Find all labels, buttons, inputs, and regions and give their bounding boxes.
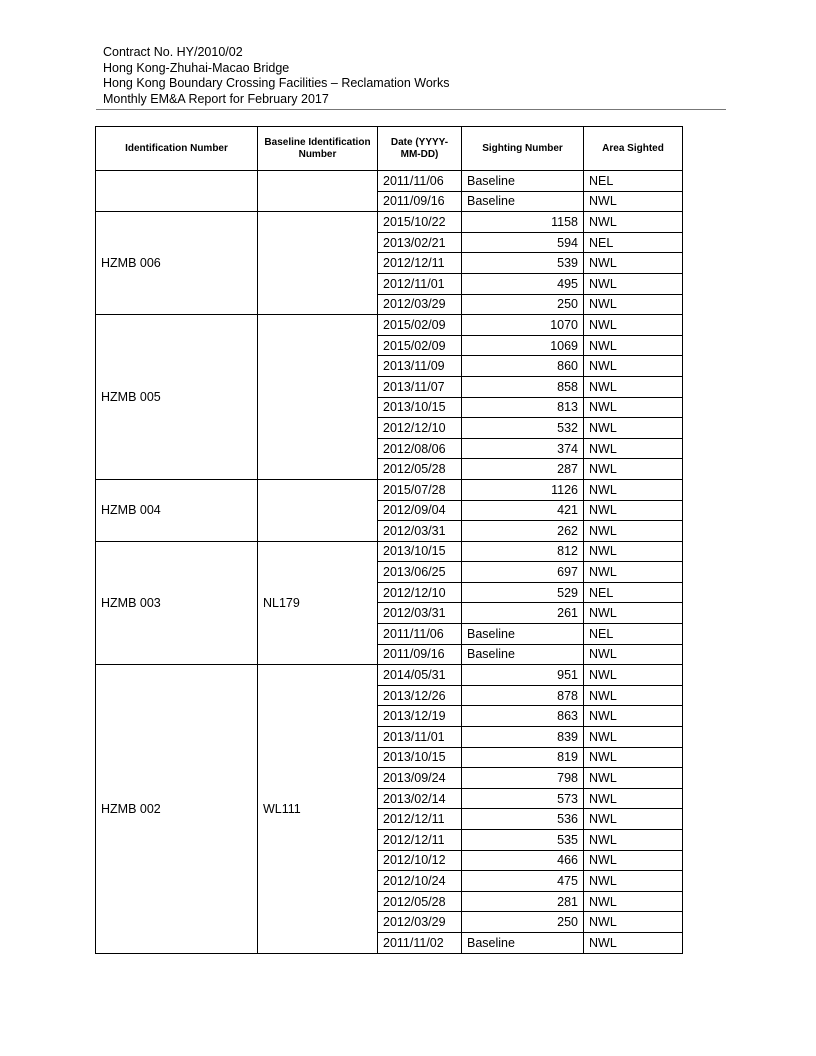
date-cell: 2012/12/11 <box>378 830 462 851</box>
baseline-id-cell <box>258 171 378 212</box>
sighting-number-cell: 532 <box>462 418 584 439</box>
column-header: Sighting Number <box>462 127 584 171</box>
column-header: Date (YYYY-MM-DD) <box>378 127 462 171</box>
date-cell: 2015/07/28 <box>378 479 462 500</box>
date-cell: 2012/09/04 <box>378 500 462 521</box>
contract-number: Contract No. HY/2010/02 <box>103 45 243 59</box>
date-cell: 2012/05/28 <box>378 891 462 912</box>
area-sighted-cell: NWL <box>584 521 683 542</box>
table-row <box>96 212 683 233</box>
date-cell: 2013/10/15 <box>378 541 462 562</box>
area-sighted-cell: NWL <box>584 541 683 562</box>
sighting-number-cell: 812 <box>462 541 584 562</box>
identification-number-cell <box>96 171 258 212</box>
date-cell: 2011/09/16 <box>378 644 462 665</box>
identification-number-cell: HZMB 003 <box>96 541 258 665</box>
date-cell: 2012/11/01 <box>378 273 462 294</box>
header-divider <box>96 109 726 110</box>
sighting-number-cell: 539 <box>462 253 584 274</box>
area-sighted-cell: NWL <box>584 273 683 294</box>
date-cell: 2015/10/22 <box>378 212 462 233</box>
baseline-id-cell: WL111 <box>258 665 378 953</box>
table-header-row <box>96 127 683 171</box>
area-sighted-cell: NWL <box>584 438 683 459</box>
date-cell: 2012/03/29 <box>378 912 462 933</box>
sighting-table <box>95 126 683 954</box>
date-cell: 2013/02/21 <box>378 232 462 253</box>
date-cell: 2012/03/31 <box>378 603 462 624</box>
area-sighted-cell: NWL <box>584 644 683 665</box>
date-cell: 2011/11/06 <box>378 171 462 192</box>
report-header <box>103 45 449 107</box>
area-sighted-cell: NWL <box>584 253 683 274</box>
date-cell: 2011/09/16 <box>378 191 462 212</box>
sighting-number-cell: 287 <box>462 459 584 480</box>
baseline-id-cell <box>258 315 378 480</box>
table-row <box>96 171 683 192</box>
sighting-number-cell: 839 <box>462 727 584 748</box>
sighting-number-cell: 858 <box>462 376 584 397</box>
date-cell: 2011/11/06 <box>378 624 462 645</box>
sighting-number-cell: Baseline <box>462 171 584 192</box>
sighting-number-cell: 529 <box>462 582 584 603</box>
area-sighted-cell: NWL <box>584 830 683 851</box>
area-sighted-cell: NWL <box>584 315 683 336</box>
area-sighted-cell: NWL <box>584 212 683 233</box>
report-title: Monthly EM&A Report for February 2017 <box>103 91 329 106</box>
date-cell: 2013/09/24 <box>378 768 462 789</box>
date-cell: 2013/06/25 <box>378 562 462 583</box>
date-cell: 2015/02/09 <box>378 315 462 336</box>
sighting-number-cell: 281 <box>462 891 584 912</box>
date-cell: 2012/10/24 <box>378 871 462 892</box>
identification-number-cell: HZMB 002 <box>96 665 258 953</box>
sighting-number-cell: 860 <box>462 356 584 377</box>
sighting-number-cell: 475 <box>462 871 584 892</box>
date-cell: 2013/10/15 <box>378 747 462 768</box>
date-cell: 2013/10/15 <box>378 397 462 418</box>
project-name: Hong Kong-Zhuhai-Macao Bridge <box>103 60 290 75</box>
sighting-number-cell: 878 <box>462 685 584 706</box>
sighting-number-cell: 374 <box>462 438 584 459</box>
area-sighted-cell: NWL <box>584 871 683 892</box>
date-cell: 2013/11/07 <box>378 376 462 397</box>
date-cell: 2012/03/31 <box>378 521 462 542</box>
sighting-number-cell: 1070 <box>462 315 584 336</box>
date-cell: 2012/10/12 <box>378 850 462 871</box>
area-sighted-cell: NWL <box>584 335 683 356</box>
table-row <box>96 665 683 686</box>
date-cell: 2013/11/09 <box>378 356 462 377</box>
identification-number-cell: HZMB 004 <box>96 479 258 541</box>
area-sighted-cell: NWL <box>584 376 683 397</box>
sighting-number-cell: 798 <box>462 768 584 789</box>
sighting-number-cell: 261 <box>462 603 584 624</box>
area-sighted-cell: NWL <box>584 356 683 377</box>
date-cell: 2013/12/26 <box>378 685 462 706</box>
area-sighted-cell: NWL <box>584 850 683 871</box>
sighting-number-cell: 536 <box>462 809 584 830</box>
sighting-number-cell: 421 <box>462 500 584 521</box>
sighting-number-cell: 697 <box>462 562 584 583</box>
table-row <box>96 479 683 500</box>
sighting-number-cell: Baseline <box>462 644 584 665</box>
area-sighted-cell: NWL <box>584 191 683 212</box>
sighting-number-cell: 863 <box>462 706 584 727</box>
baseline-id-cell <box>258 212 378 315</box>
sighting-number-cell: 262 <box>462 521 584 542</box>
date-cell: 2014/05/31 <box>378 665 462 686</box>
date-cell: 2013/11/01 <box>378 727 462 748</box>
area-sighted-cell: NWL <box>584 685 683 706</box>
works-name: Hong Kong Boundary Crossing Facilities – Reclamation Works <box>103 76 450 90</box>
area-sighted-cell: NWL <box>584 562 683 583</box>
area-sighted-cell: NWL <box>584 768 683 789</box>
area-sighted-cell: NWL <box>584 747 683 768</box>
area-sighted-cell: NWL <box>584 665 683 686</box>
sighting-number-cell: 250 <box>462 294 584 315</box>
date-cell: 2012/03/29 <box>378 294 462 315</box>
area-sighted-cell: NWL <box>584 706 683 727</box>
date-cell: 2012/08/06 <box>378 438 462 459</box>
table-body <box>96 171 683 954</box>
sighting-number-cell: Baseline <box>462 932 584 953</box>
column-header: Area Sighted <box>584 127 683 171</box>
baseline-id-cell <box>258 479 378 541</box>
baseline-id-cell: NL179 <box>258 541 378 665</box>
sighting-number-cell: 594 <box>462 232 584 253</box>
date-cell: 2013/12/19 <box>378 706 462 727</box>
table-row <box>96 541 683 562</box>
date-cell: 2012/12/11 <box>378 809 462 830</box>
sighting-number-cell: Baseline <box>462 191 584 212</box>
area-sighted-cell: NWL <box>584 727 683 748</box>
column-header: Baseline Identification Number <box>258 127 378 171</box>
area-sighted-cell: NEL <box>584 624 683 645</box>
area-sighted-cell: NWL <box>584 912 683 933</box>
area-sighted-cell: NWL <box>584 418 683 439</box>
area-sighted-cell: NWL <box>584 500 683 521</box>
identification-number-cell: HZMB 006 <box>96 212 258 315</box>
area-sighted-cell: NWL <box>584 809 683 830</box>
area-sighted-cell: NWL <box>584 459 683 480</box>
area-sighted-cell: NWL <box>584 397 683 418</box>
sighting-number-cell: 466 <box>462 850 584 871</box>
sighting-number-cell: 495 <box>462 273 584 294</box>
sighting-number-cell: 951 <box>462 665 584 686</box>
area-sighted-cell: NWL <box>584 932 683 953</box>
sighting-number-cell: 813 <box>462 397 584 418</box>
sighting-number-cell: 535 <box>462 830 584 851</box>
date-cell: 2012/12/10 <box>378 418 462 439</box>
area-sighted-cell: NEL <box>584 232 683 253</box>
area-sighted-cell: NEL <box>584 582 683 603</box>
sighting-number-cell: 573 <box>462 788 584 809</box>
date-cell: 2011/11/02 <box>378 932 462 953</box>
date-cell: 2013/02/14 <box>378 788 462 809</box>
sighting-number-cell: Baseline <box>462 624 584 645</box>
area-sighted-cell: NEL <box>584 171 683 192</box>
area-sighted-cell: NWL <box>584 891 683 912</box>
date-cell: 2012/05/28 <box>378 459 462 480</box>
sighting-number-cell: 1158 <box>462 212 584 233</box>
sighting-number-cell: 1069 <box>462 335 584 356</box>
table-row <box>96 315 683 336</box>
sighting-number-cell: 1126 <box>462 479 584 500</box>
area-sighted-cell: NWL <box>584 294 683 315</box>
sighting-number-cell: 250 <box>462 912 584 933</box>
area-sighted-cell: NWL <box>584 603 683 624</box>
date-cell: 2015/02/09 <box>378 335 462 356</box>
column-header: Identification Number <box>96 127 258 171</box>
area-sighted-cell: NWL <box>584 788 683 809</box>
sighting-number-cell: 819 <box>462 747 584 768</box>
identification-number-cell: HZMB 005 <box>96 315 258 480</box>
date-cell: 2012/12/10 <box>378 582 462 603</box>
date-cell: 2012/12/11 <box>378 253 462 274</box>
area-sighted-cell: NWL <box>584 479 683 500</box>
